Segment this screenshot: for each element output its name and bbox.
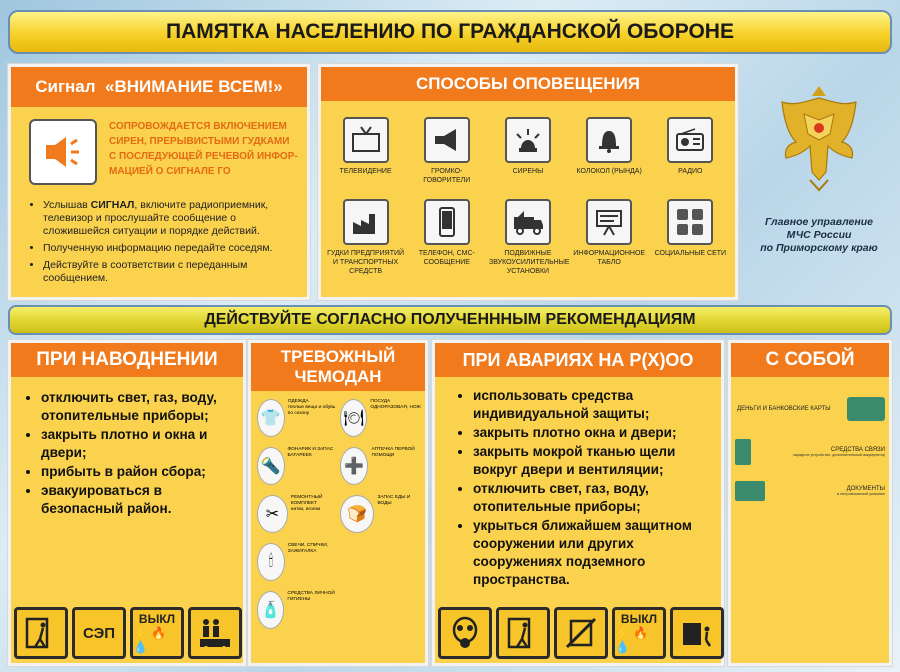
suitcase-item: ➕ АПТЕЧКА ПЕРВОЙ ПОМОЩИ (340, 447, 421, 485)
accident-list (455, 387, 715, 589)
money-icon (847, 397, 885, 421)
list-item: • отключить свет, газ, воду, отопительные приборы; (473, 480, 715, 516)
flood-list (23, 389, 237, 518)
take-item (731, 377, 889, 421)
method-label: РАДИО (678, 168, 703, 175)
signal-instruction: • Действуйте в соответствии с переданным сообщением. (43, 259, 297, 285)
method-social (651, 199, 729, 276)
clothes-icon: 👕 (257, 399, 285, 437)
methods-panel (318, 64, 738, 300)
suitcase-title-line: ЧЕМОДАН (294, 367, 382, 386)
social-networks-icon (667, 199, 713, 245)
method-bell (570, 117, 648, 185)
list-item: • закрыть мокрой тканью щели вокруг двери и вентиляции; (473, 443, 715, 479)
list-item: • закрыть плотно и окна и двери; (41, 426, 237, 462)
emblem-area (746, 80, 892, 280)
list-item: • отключить свет, газ, воду, отопительные приборы; (41, 389, 237, 425)
method-label: ТЕЛЕФОН, СМС-СООБЩЕНИЕ (418, 250, 475, 266)
siren-icon (505, 117, 551, 163)
repair-kit-icon: ✂ (257, 495, 288, 533)
factory-icon (343, 199, 389, 245)
method-label: СИРЕНЫ (512, 168, 544, 175)
candles-icon: 🕯 (257, 543, 285, 581)
method-tv (327, 117, 405, 185)
suitcase-item: 🍽 ПОСУДА ОДНОРАЗОВАЯ, НОЖ (340, 399, 421, 437)
phone-icon (424, 199, 470, 245)
off-label: ВЫКЛ (620, 612, 658, 626)
gas-mask-icon (438, 607, 492, 659)
tv-icon (343, 117, 389, 163)
suitcase-item: 🍞 ЗАПАС ЕДЫ И ВОДЫ (340, 495, 421, 533)
speaker-icon (29, 119, 97, 185)
list-item: • использовать средства индивидуальной защиты; (473, 387, 715, 423)
signal-description: СОПРОВОЖДАЕТСЯ ВКЛЮЧЕНИЕМ СИРЕН, ПРЕРЫВИСТЫМИ ГУДКАМИ С ПОСЛЕДУЮЩЕЙ РЕЧЕВОЙ ИНФОР-МАЦИЕЙ О СИГНАЛЕ ГО (109, 121, 298, 177)
take-item (731, 465, 889, 501)
method-siren (489, 117, 567, 185)
bell-icon (586, 117, 632, 163)
list-item: • прибыть в район сбора; (41, 463, 237, 481)
board-icon (586, 199, 632, 245)
comm-label: СРЕДСТВА СВЯЗИ (830, 447, 885, 453)
method-label: ИНФОРМАЦИОННОЕ ТАБЛО (573, 250, 646, 266)
methods-header: СПОСОБЫ ОПОВЕЩЕНИЯ (321, 67, 735, 101)
flood-panel (8, 340, 246, 666)
documents-icon (735, 481, 765, 501)
method-radio (651, 117, 729, 185)
take-header: С СОБОЙ (731, 343, 889, 377)
van-icon (505, 199, 551, 245)
method-label: ПОДВИЖНЫЕ ЗВУКОУСИЛИТЕЛЬНЫЕ УСТАНОВКИ (488, 250, 570, 275)
signal-instruction: • Услышав СИГНАЛ, включите радиоприемник, телевизор и прослушайте сообщение о сложившейся ситуации и порядке действий. (43, 199, 297, 238)
signal-header (11, 67, 307, 107)
method-label: ГРОМКО-ГОВОРИТЕЛИ (423, 168, 471, 184)
suitcase-grid (251, 391, 425, 629)
sep-sign (72, 607, 126, 659)
shelter-icon (670, 607, 724, 659)
flashlight-icon: 🔦 (257, 447, 285, 485)
power-off-sign: ВЫКЛ ⚡ 🔥 💧 (612, 607, 666, 659)
door-exit-icon (14, 607, 68, 659)
tableware-icon: 🍽 (340, 399, 367, 437)
method-phone (408, 199, 486, 276)
signal-name: «ВНИМАНИЕ ВСЕМ!» (105, 77, 283, 96)
method-loudspeaker (408, 117, 486, 185)
take-panel (728, 340, 892, 666)
method-info-board (570, 199, 648, 276)
food-water-icon: 🍞 (340, 495, 374, 533)
suitcase-header (251, 343, 425, 391)
no-elevator-icon (554, 607, 608, 659)
money-label: ДЕНЬГИ И БАНКОВСКИЕ КАРТЫ (737, 406, 831, 412)
page-title: ПАМЯТКА НАСЕЛЕНИЮ ПО ГРАЖДАНСКОЙ ОБОРОНЕ (8, 10, 892, 54)
eagle-emblem-icon (746, 80, 892, 192)
section-title: ДЕЙСТВУЙТЕ СОГЛАСНО ПОЛУЧЕНННЫМ РЕКОМЕНДАЦИЯМ (8, 305, 892, 335)
accident-header: ПРИ АВАРИЯХ НА Р(Х)ОО (435, 343, 721, 377)
methods-row-2 (321, 185, 735, 276)
method-mobile-units (488, 199, 570, 276)
suitcase-item: 👕 ОДЕЖДА теплые вещи и обувь по сезону (257, 399, 338, 437)
signal-instructions (29, 199, 297, 285)
signal-instruction: • Полученную информацию передайте соседям. (43, 242, 297, 255)
suitcase-item: 🕯 СВЕЧИ, СПИЧКИ, ЗАЖИГАЛКА (257, 543, 338, 581)
radio-icon (667, 117, 713, 163)
signal-panel (8, 64, 310, 300)
method-label: ТЕЛЕВИДЕНИЕ (339, 168, 392, 175)
off-label: ВЫКЛ (138, 612, 176, 626)
methods-row-1 (321, 101, 735, 185)
hygiene-icon: 🧴 (257, 591, 284, 629)
suitcase-item: 🔦 ФОНАРИК И ЗАПАС БАТАРЕЕК (257, 447, 338, 485)
suitcase-item: ✂ РЕМОНТНЫЙ КОМПЛЕКТ нитки, иголки (257, 495, 338, 533)
accident-panel (432, 340, 724, 666)
accident-footer (438, 607, 724, 659)
signal-prefix: Сигнал (35, 77, 96, 96)
flood-footer (14, 607, 242, 659)
method-label: СОЦИАЛЬНЫЕ СЕТИ (654, 250, 727, 257)
flood-header: ПРИ НАВОДНЕНИИ (11, 343, 243, 377)
door-exit-icon (496, 607, 550, 659)
comm-sub: зарядное устройство, дополнительный аккумулятор (793, 453, 885, 457)
list-item: • закрыть плотно окна и двери; (473, 424, 715, 442)
emblem-caption: Главное управление МЧС России по Приморскому краю (760, 216, 878, 254)
method-label: ГУДКИ ПРЕДПРИЯТИЙ И ТРАНСПОРТНЫХ СРЕДСТВ (327, 250, 405, 275)
list-item: • укрыться ближайшем защитном сооружении или других сооружениях подземного пространства. (473, 517, 715, 589)
method-label: КОЛОКОЛ (РЫНДА) (576, 168, 642, 175)
method-factory-horn (327, 199, 405, 276)
first-aid-icon: ➕ (340, 447, 368, 485)
list-item: • эвакуироваться в безопасный район. (41, 482, 237, 518)
phone-charger-icon (735, 439, 751, 465)
power-off-sign: ВЫКЛ ⚡ 🔥 💧 (130, 607, 184, 659)
loudspeaker-icon (424, 117, 470, 163)
suitcase-title-line: ТРЕВОЖНЫЙ (280, 347, 396, 366)
docs-sub: в непромокаемой упаковке (837, 492, 885, 496)
suitcase-item: 🧴 СРЕДСТВА ЛИЧНОЙ ГИГИЕНЫ (257, 591, 338, 629)
docs-label: ДОКУМЕНТЫ (846, 486, 885, 492)
suitcase-panel (248, 340, 428, 666)
sep-label: СЭП (82, 624, 116, 642)
take-item (731, 421, 889, 465)
evacuation-icon (188, 607, 242, 659)
